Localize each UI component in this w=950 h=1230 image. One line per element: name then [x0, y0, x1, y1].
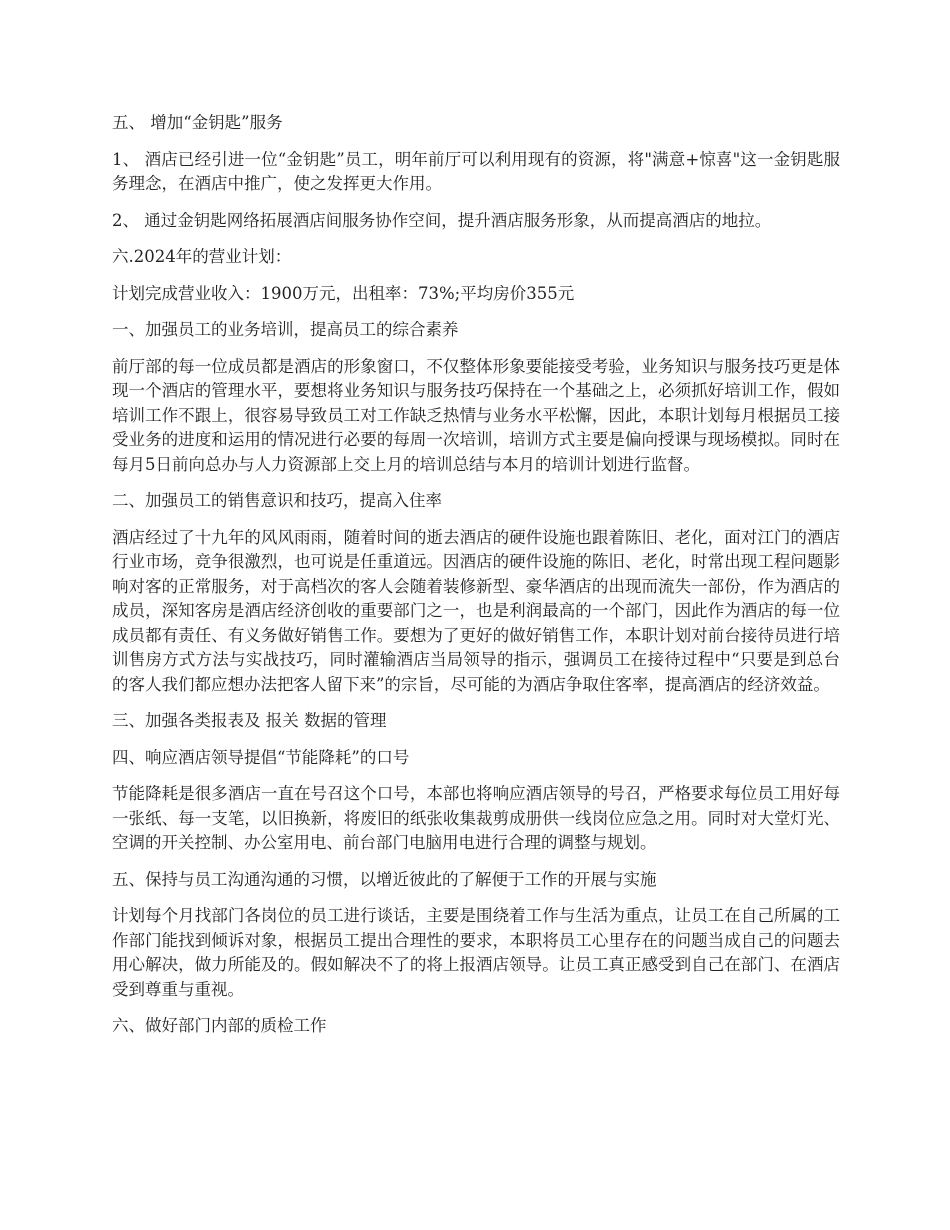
paragraph-golden-key-staff: 1、 酒店已经引进一位“金钥匙”员工，明年前厅可以利用现有的资源，将"满意+惊喜"这一金钥匙服务理念，在酒店中推广，使之发挥更大作用。 — [112, 149, 840, 193]
paragraph-sales: 酒店经过了十九年的风风雨雨，随着时间的逝去酒店的硬件设施也跟着陈旧、老化，面对江门的酒店行业市场，竞争很激烈，也可说是任重道远。因酒店的硬件设施的陈旧、老化，时常出现工程问题影响对客的正常服务，对于高档次的客人会随着装修新型、豪华酒店的出现而流失一部份，作为酒店的成员，深知客房是酒店经济创收的重要部门之一，也是利润最高的一个部门，因此作为酒店的每一位成员都有责任、有义务做好销售工作。要想为了更好的做好销售工作，本职计划对前台接待员进行培训售房方式方法与实战技巧，同时灌输酒店当局领导的指示，强调员工在接待过程中“只要是到总台的客人我们都应想办法把客人留下来”的宗旨，尽可能的为酒店争取住客率，提高酒店的经济效益。 — [112, 527, 840, 694]
section-heading-golden-key: 五、 增加“金钥匙”服务 — [112, 113, 283, 132]
paragraph-training: 前厅部的每一位成员都是酒店的形象窗口，不仅整体形象要能接受考验，业务知识与服务技巧更是体现一个酒店的管理水平，要想将业务知识与服务技巧保持在一个基础之上，必须抓好培训工作，假如培训工作不跟上，很容易导致员工对工作缺乏热情与业务水平松懈，因此，本职计划每月根据员工接受业务的进度和运用的情况进行必要的每周一次培训，培训方式主要是偏向授课与现场模拟。同时在每月5日前向总办与人力资源部上交上月的培训总结与本月的培训计划进行监督。 — [112, 356, 840, 474]
section-heading-communication: 五、保持与员工沟通沟通的习惯，以增近彼此的了解便于工作的开展与实施 — [112, 869, 657, 889]
section-heading-training: 一、加强员工的业务培训，提高员工的综合素养 — [112, 320, 459, 339]
paragraph-golden-key-network: 2、 通过金钥匙网络拓展酒店间服务协作空间，提升酒店服务形象，从而提高酒店的地拉。 — [112, 210, 772, 230]
section-heading-energy-saving: 四、响应酒店领导提倡“节能降耗”的口号 — [112, 747, 410, 767]
paragraph-energy-saving: 节能降耗是很多酒店一直在号召这个口号，本部也将响应酒店领导的号召，严格要求每位员工用好每一张纸、每一支笔，以旧换新，将废旧的纸张收集裁剪成册供一线岗位应急之用。同时对大堂灯光、空调的开关控制、办公室用电、前台部门电脑用电进行合理的调整与规划。 — [112, 784, 840, 852]
paragraph-communication: 计划每个月找部门各岗位的员工进行谈话，主要是围绕着工作与生活为重点，让员工在自己所属的工作部门能找到倾诉对象，根据员工提出合理性的要求，本职将员工心里存在的问题当成自己的问题去用心解决，做力所能及的。假如解决不了的将上报酒店领导。让员工真正感受到自己在部门、在酒店受到尊重与重视。 — [112, 906, 840, 999]
document-page — [112, 111, 840, 1051]
section-heading-quality-check: 六、做好部门内部的质检工作 — [112, 1016, 327, 1035]
section-heading-reports: 三、加强各类报表及 报关 数据的管理 — [112, 711, 387, 730]
section-heading-business-plan: 六.2024年的营业计划： — [112, 247, 292, 266]
paragraph-revenue-targets: 计划完成营业收入：1900万元，出租率：73%;平均房价355元 — [112, 283, 575, 303]
section-heading-sales: 二、加强员工的销售意识和技巧，提高入住率 — [112, 491, 442, 510]
